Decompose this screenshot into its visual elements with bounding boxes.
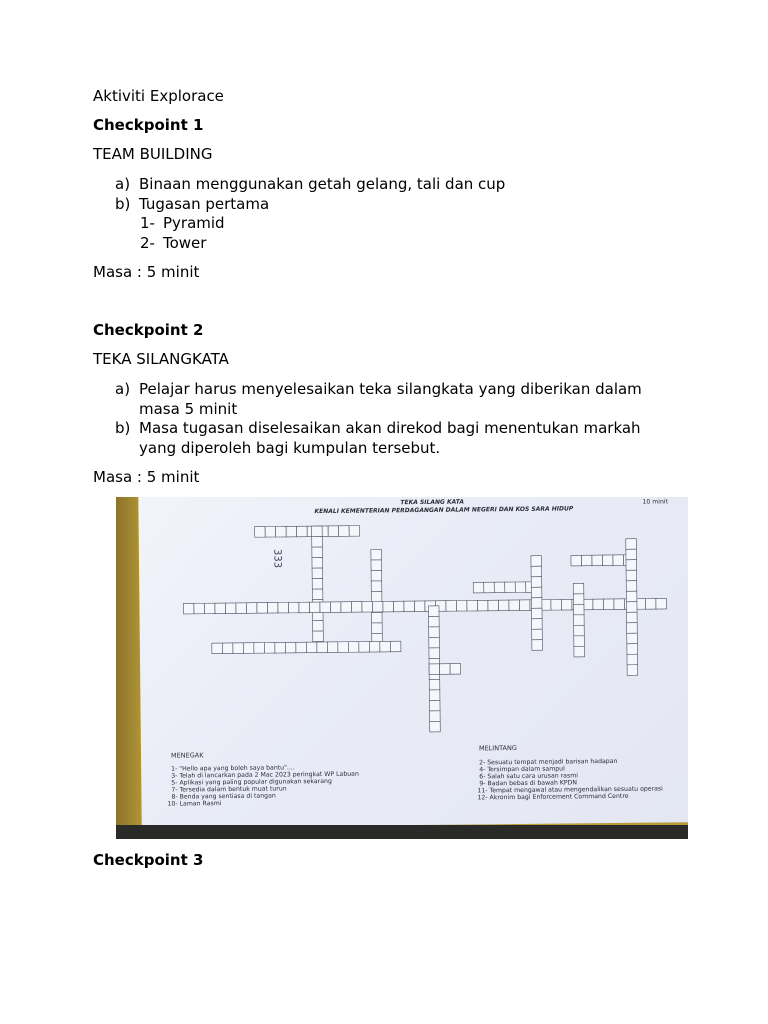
across-11-cell <box>380 641 391 652</box>
down-10-cell <box>429 616 440 627</box>
down-7-cell <box>627 612 638 623</box>
across-9-cell <box>509 600 520 611</box>
down-3-cell <box>371 549 382 560</box>
down-10-cell <box>430 711 441 722</box>
down-10-cell <box>429 679 440 690</box>
checkpoint-1-subtitle: TEAM BUILDING <box>93 145 213 163</box>
down-7-cell <box>627 665 638 676</box>
across-11-cell <box>222 643 233 654</box>
list-item-text-line-2: yang diperoleh bagi kumpulan tersebut. <box>139 439 441 457</box>
down-7-cell <box>627 654 638 665</box>
across-9-cell <box>320 602 331 613</box>
down-7-cell <box>626 560 637 571</box>
down-clue-1: 1- "Hello apa yang boleh saya bantu".... <box>171 764 295 773</box>
down-5-cell <box>532 640 543 651</box>
down-7-cell <box>626 602 637 613</box>
across-9-cell <box>309 602 320 613</box>
across-9-cell <box>603 599 614 610</box>
checkpoint-2-item-a <box>93 379 693 419</box>
across-9-cell <box>194 603 205 614</box>
across-9-cell <box>372 601 383 612</box>
across-11-cell <box>327 642 338 653</box>
across-11-cell <box>243 643 254 654</box>
down-5-cell <box>532 629 543 640</box>
across-4-cell <box>515 582 526 593</box>
across-11-cell <box>296 642 307 653</box>
down-1-cell <box>312 579 323 590</box>
across-9-cell <box>404 601 415 612</box>
across-2-cell <box>339 526 350 537</box>
across-9-cell <box>267 602 278 613</box>
down-3-cell <box>371 591 382 602</box>
across-12-cell <box>602 555 613 566</box>
down-8-cell <box>574 646 585 657</box>
down-7-cell <box>627 633 638 644</box>
checkpoint-2-heading: Checkpoint 2 <box>93 321 204 339</box>
list-marker: 2- <box>140 234 155 252</box>
down-1-cell <box>312 589 323 600</box>
across-6-cell <box>429 664 440 675</box>
across-4-cell <box>484 582 495 593</box>
across-9-cell <box>488 600 499 611</box>
across-9-cell <box>561 599 572 610</box>
across-2-cell <box>297 526 308 537</box>
across-clue-6: 6- Salah satu cara urusan rasmi <box>479 772 578 781</box>
down-8-cell <box>574 636 585 647</box>
down-clues-heading: MENEGAK <box>170 751 204 760</box>
down-5-cell <box>531 577 542 588</box>
across-clue-12: 12- Akronim bagi Enforcement Command Centre <box>477 792 629 802</box>
down-5-cell <box>531 566 542 577</box>
across-2-cell <box>328 526 339 537</box>
down-8-cell <box>573 594 584 605</box>
across-12-cell <box>613 555 624 566</box>
down-5-cell <box>531 608 542 619</box>
down-7-cell <box>626 581 637 592</box>
across-11-cell <box>233 643 244 654</box>
across-9-cell <box>246 603 257 614</box>
crossword-subtitle: KENALI KEMENTERIAN PERDAGANGAN DALAM NEGERI DAN KOS SARA HIDUP <box>314 505 574 516</box>
down-clue-3: 3- Telah di lancarkan pada 2 Mac 2023 peringkat WP Labuan <box>171 770 359 780</box>
across-6-cell <box>440 664 451 675</box>
across-4-cell <box>473 582 484 593</box>
crossword-time: 10 minit <box>642 498 669 506</box>
checkpoint-1-duration: Masa : 5 minit <box>93 263 200 281</box>
across-9-cell <box>183 603 194 614</box>
across-9-cell <box>645 599 656 610</box>
down-1-cell <box>312 537 323 548</box>
across-9-cell <box>278 602 289 613</box>
list-marker: a) <box>115 175 131 193</box>
across-9-cell <box>341 602 352 613</box>
down-3-cell <box>371 581 382 592</box>
down-3-cell <box>372 612 383 623</box>
across-11-cell <box>212 643 223 654</box>
across-11-cell <box>369 641 380 652</box>
across-9-cell <box>351 602 362 613</box>
across-9-cell <box>288 602 299 613</box>
down-10-cell <box>429 700 440 711</box>
down-5-cell <box>531 598 542 609</box>
list-item-text: Tugasan pertama <box>139 195 270 213</box>
down-8-cell <box>574 625 585 636</box>
down-clue-8: 8- Benda yang sentiasa di tangan <box>171 792 276 801</box>
across-11-cell <box>275 642 286 653</box>
down-3-cell <box>371 560 382 571</box>
crossword-title: TEKA SILANG KATA <box>400 498 465 507</box>
document-title: Aktiviti Explorace <box>93 87 224 105</box>
across-clue-9: 9- Badan bebas di bawah KPDN <box>479 779 578 788</box>
list-marker: 1- <box>140 214 155 232</box>
down-7-cell <box>626 539 637 550</box>
checkpoint-1-subitem-2 <box>140 233 340 253</box>
across-11-cell <box>317 642 328 653</box>
across-11-cell <box>254 643 265 654</box>
across-9-cell <box>383 601 394 612</box>
across-11-cell <box>359 642 370 653</box>
handwritten-note: 333 <box>271 548 283 569</box>
across-9-cell <box>393 601 404 612</box>
down-1-cell <box>312 568 323 579</box>
down-1-cell <box>313 631 324 642</box>
list-marker: b) <box>115 419 131 437</box>
across-2-cell <box>286 526 297 537</box>
across-clue-11: 11- Tempat mengawal atau mengendalikan sesuatu operasi <box>477 785 663 795</box>
across-9-cell <box>225 603 236 614</box>
across-9-cell <box>204 603 215 614</box>
down-8-cell <box>574 615 585 626</box>
down-8-cell <box>573 604 584 615</box>
across-11-cell <box>390 641 401 652</box>
down-10-cell <box>429 690 440 701</box>
across-clues-heading: MELINTANG <box>478 743 517 753</box>
down-5-cell <box>531 556 542 567</box>
down-1-cell <box>312 547 323 558</box>
across-2-cell <box>349 526 360 537</box>
down-7-cell <box>626 570 637 581</box>
crossword-paper <box>138 497 688 828</box>
checkpoint-1-subitem-1 <box>140 213 340 233</box>
across-4-cell <box>494 582 505 593</box>
down-10-cell <box>429 648 440 659</box>
down-7-cell <box>627 623 638 634</box>
across-12-cell <box>592 555 603 566</box>
down-clue-7: 7- Tersedia dalam bentuk muat turun <box>171 785 287 794</box>
checkpoint-2-subtitle: TEKA SILANGKATA <box>93 350 229 368</box>
list-item-text-line-1: Masa tugasan diselesaikan akan direkod bagi menentukan markah <box>139 419 641 437</box>
across-9-cell <box>614 599 625 610</box>
down-1-cell <box>312 526 323 537</box>
across-9-cell <box>362 601 373 612</box>
across-9-cell <box>414 601 425 612</box>
across-2-cell <box>276 526 287 537</box>
down-clue-5: 5- Aplikasi yang paling popular digunakan sekarang <box>171 777 332 787</box>
across-clue-2: 2- Sesuatu tempat menjadi barisan hadapan <box>479 757 618 767</box>
list-marker: a) <box>115 380 131 398</box>
down-8-cell <box>573 583 584 594</box>
checkpoint-1-heading: Checkpoint 1 <box>93 116 204 134</box>
list-item-text: Binaan menggunakan getah gelang, tali dan cup <box>139 175 506 193</box>
across-2-cell <box>265 527 276 538</box>
across-9-cell <box>257 603 268 614</box>
across-9-cell <box>498 600 509 611</box>
list-item-text-line-1: Pelajar harus menyelesaikan teka silangkata yang diberikan dalam <box>139 380 642 398</box>
checkpoint-1-item-b <box>93 194 693 214</box>
across-clue-4: 4- Tersimpan dalam sampul <box>479 765 565 774</box>
down-10-cell <box>428 606 439 617</box>
across-9-cell <box>330 602 341 613</box>
across-11-cell <box>306 642 317 653</box>
down-clue-10: 10- Laman Rasmi <box>167 800 222 808</box>
across-12-cell <box>581 555 592 566</box>
checkpoint-2-item-b <box>93 418 693 458</box>
across-11-cell <box>348 642 359 653</box>
across-9-cell <box>456 601 467 612</box>
across-9-cell <box>593 599 604 610</box>
across-12-cell <box>571 555 582 566</box>
photo-dark-edge <box>116 825 688 839</box>
checkpoint-2-duration: Masa : 5 minit <box>93 468 200 486</box>
list-item-text: Tower <box>163 234 207 252</box>
list-item-text-line-2: masa 5 minit <box>139 400 238 418</box>
across-2-cell <box>255 527 266 538</box>
checkpoint-1-item-a <box>93 174 693 194</box>
across-9-cell <box>519 600 530 611</box>
across-11-cell <box>338 642 349 653</box>
down-5-cell <box>531 587 542 598</box>
across-9-cell <box>236 603 247 614</box>
down-1-cell <box>312 558 323 569</box>
across-9-cell <box>551 600 562 611</box>
list-item-text: Pyramid <box>163 214 225 232</box>
list-marker: b) <box>115 195 131 213</box>
down-10-cell <box>430 721 441 732</box>
down-10-cell <box>429 637 440 648</box>
down-7-cell <box>626 549 637 560</box>
across-9-cell <box>215 603 226 614</box>
checkpoint-3-heading: Checkpoint 3 <box>93 851 204 869</box>
down-3-cell <box>372 623 383 634</box>
down-3-cell <box>371 570 382 581</box>
across-11-cell <box>285 642 296 653</box>
across-9-cell <box>446 601 457 612</box>
across-9-cell <box>477 600 488 611</box>
across-11-cell <box>264 643 275 654</box>
across-9-cell <box>299 602 310 613</box>
across-4-cell <box>505 582 516 593</box>
across-9-cell <box>656 598 667 609</box>
across-9-cell <box>467 600 478 611</box>
down-7-cell <box>627 644 638 655</box>
down-10-cell <box>429 627 440 638</box>
down-5-cell <box>532 619 543 630</box>
down-1-cell <box>313 621 324 632</box>
across-6-cell <box>450 664 461 675</box>
down-7-cell <box>626 591 637 602</box>
crossword-photo <box>116 497 688 839</box>
